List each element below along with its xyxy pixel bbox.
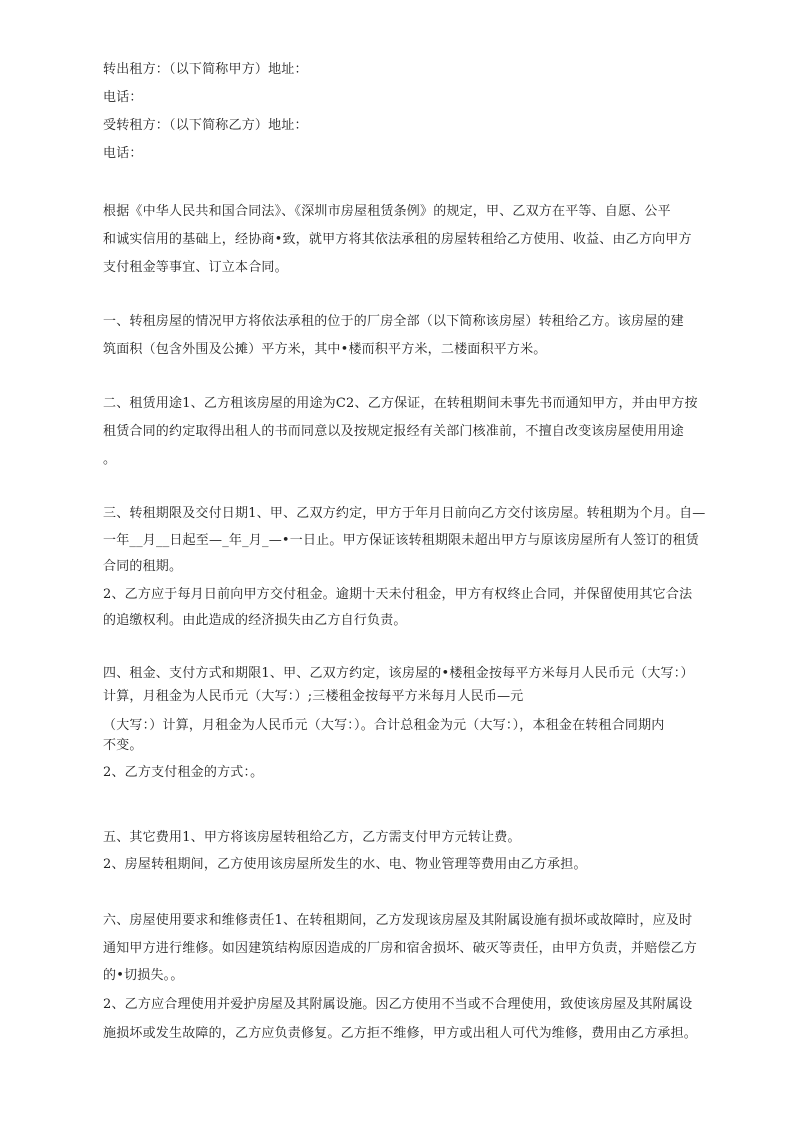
section4-line: 不变。	[103, 738, 143, 753]
section2-line: 租赁合同的约定取得出租人的书而同意以及按规定报经有关部门核准前，不擅自改变该房屋使用用途	[103, 424, 684, 439]
section4-line: （大写：）计算，月租金为人民币元（大写：）。合计总租金为元（大写：），本租金在转租合同期内	[103, 718, 665, 733]
preamble-line: 和诚实信用的基础上，经协商•致，就甲方将其依法承租的房屋转租给乙方使用、收益、由乙方向甲方	[103, 232, 692, 247]
section6-line: 通知甲方进行维修。如因建筑结构原因造成的厂房和宿舍损坏、破灭等责任，由甲方负责，并赔偿乙方	[103, 941, 698, 956]
section3-line: 三、转租期限及交付日期1、甲、乙双方约定，甲方于年月日前向乙方交付该房屋。转租期为个月。自—	[103, 506, 706, 521]
party-a-line: 转出租方：（以下简称甲方）地址：	[103, 62, 308, 77]
preamble-line: 根据《中华人民共和国合同法》、《深圳市房屋租赁条例》的规定，甲、乙双方在平等、自愿、公平	[103, 204, 671, 219]
section4-line: 四、租金、支付方式和期限1、甲、乙双方约定，该房屋的•楼租金按每平方米每月人民币元（大写：）	[103, 666, 694, 681]
section3-line: 合同的租期。	[103, 559, 183, 574]
section3-line: 一年__月__日起至—_年_月_—•一日止。甲方保证该转租期限未超出甲方与原该房屋所有人签订的租赁	[103, 533, 699, 548]
party-a-phone-line: 电话：	[103, 90, 143, 105]
preamble-line: 支付租金等事宜、订立本合同。	[103, 260, 288, 275]
section2-line: 。	[103, 452, 117, 467]
section5-line: 2、房屋转租期间，乙方使用该房屋所发生的水、电、物业管理等费用由乙方承担。	[103, 857, 587, 872]
section6-line: 施损坏或发生故障的，乙方应负责修复。乙方拒不维修，甲方或出租人可代为维修，费用由乙方承担。	[103, 1026, 698, 1041]
party-b-phone-line: 电话：	[103, 146, 143, 161]
party-b-line: 受转租方：（以下简称乙方）地址：	[103, 118, 308, 133]
section6-line: 的•切损失。。	[103, 968, 184, 983]
section3-line: 的追缴权利。由此造成的经济损失由乙方自行负责。	[103, 613, 407, 628]
section1-line: 一、转租房屋的情况甲方将依法承租的位于的厂房全部（以下简称该房屋）转租给乙方。该房屋的建	[103, 314, 684, 329]
section3-line: 2、乙方应于每月日前向甲方交付租金。逾期十天未付租金，甲方有权终止合同，并保留使用其它合法	[103, 587, 693, 602]
section2-line: 二、租赁用途1、乙方租该房屋的用途为C2、乙方保证，在转租期间未事先书而通知甲方，并由甲方按	[103, 396, 698, 411]
section4-line: 2、乙方支付租金的方式：。	[103, 765, 264, 780]
section1-line: 筑面积（包含外围及公摊）平方米，其中•楼而积平方米，二楼面积平方米。	[103, 342, 547, 357]
section6-line: 六、房屋使用要求和维修责任1、在转租期间，乙方发现该房屋及其附属设施有损坏或故障时，应及时	[103, 913, 693, 928]
section4-line: 计算，月租金为人民币元（大写：）;三楼租金按每平方米每月人民币—元	[103, 689, 524, 704]
section5-line: 五、其它费用1、甲方将该房屋转租给乙方，乙方需支付甲方元转让费。	[103, 830, 521, 845]
section6-line: 2、乙方应合理使用并爱护房屋及其附属设施。因乙方使用不当或不合理使用，致使该房屋及其附属设	[103, 997, 693, 1012]
